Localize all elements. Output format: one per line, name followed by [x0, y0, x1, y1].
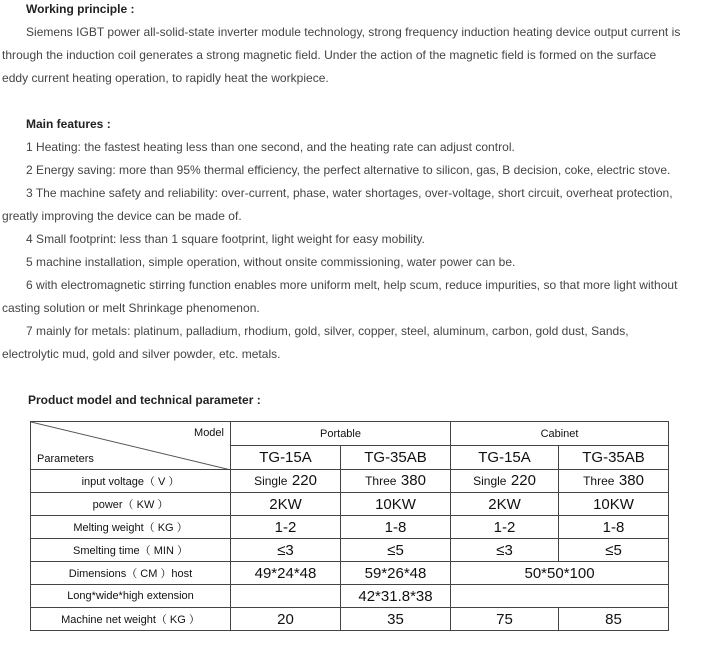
- cell-melting-3: 1-2: [451, 516, 559, 539]
- feature-item-1: 1 Heating: the fastest heating less than one second, and the heating rate can adjust control.: [26, 140, 515, 154]
- principle-line-3: eddy current heating operation, to rapidly heat the workpiece.: [2, 71, 329, 85]
- main-features-title: Main features :: [26, 117, 111, 131]
- voltage-value-4: 380: [618, 472, 644, 489]
- cell-extension-2: 42*31.8*38: [341, 585, 451, 608]
- table-row-power: [31, 493, 669, 516]
- table-row-dimensions: [31, 562, 669, 585]
- cell-weight-3: 75: [451, 608, 559, 631]
- voltage-value-2: 380: [400, 472, 426, 489]
- spec-table: [30, 421, 669, 631]
- feature-item-4: 4 Small footprint: less than 1 square footprint, light weight for easy mobility.: [26, 232, 425, 246]
- table-row-smelting-time: [31, 539, 669, 562]
- cell-dimensions-2: 59*26*48: [341, 562, 451, 585]
- table-row-net-weight: [31, 608, 669, 631]
- cell-weight-2: 35: [341, 608, 451, 631]
- cell-melting-1: 1-2: [231, 516, 341, 539]
- cell-voltage-3: [451, 470, 559, 493]
- row-label-extension: Long*wide*high extension: [31, 585, 231, 608]
- cell-power-2: 10KW: [341, 493, 451, 516]
- principle-line-1: Siemens IGBT power all-solid-state inverter module technology, strong frequency induction heating device output current is: [26, 25, 681, 39]
- principle-line-2: through the induction coil generates a strong magnetic field. Under the action of the magnetic field is formed on the surface: [2, 48, 657, 62]
- cell-voltage-1: [231, 470, 341, 493]
- cell-power-4: 10KW: [559, 493, 669, 516]
- product-parameter-title: Product model and technical parameter :: [28, 393, 261, 407]
- cell-extension-1: [231, 585, 341, 608]
- feature-item-3-cont: greatly improving the device can be made of.: [2, 209, 242, 223]
- cell-power-3: 2KW: [451, 493, 559, 516]
- row-label-input-voltage: input voltage（ V ）: [31, 470, 231, 493]
- cell-dimensions-cabinet: 50*50*100: [451, 562, 669, 585]
- row-label-dimensions: Dimensions（ CM ）host: [31, 562, 231, 585]
- cell-smelting-4: ≤5: [559, 539, 669, 562]
- voltage-value-1: 220: [291, 472, 317, 489]
- feature-item-5: 5 machine installation, simple operation, without onsite commissioning, water power can be.: [26, 255, 516, 269]
- feature-item-2: 2 Energy saving: more than 95% thermal efficiency, the perfect alternative to silicon, gas, B decision, coke, electric stove.: [26, 163, 671, 177]
- cell-smelting-1: ≤3: [231, 539, 341, 562]
- voltage-phase-3: Single: [473, 474, 507, 488]
- cell-weight-4: 85: [559, 608, 669, 631]
- cell-smelting-2: ≤5: [341, 539, 451, 562]
- feature-item-6: 6 with electromagnetic stirring function enables more uniform melt, help scum, reduce impurities, so that more light without: [26, 278, 678, 292]
- voltage-value-3: 220: [510, 472, 536, 489]
- group-cabinet-header: Cabinet: [451, 422, 669, 446]
- voltage-phase-2: Three: [365, 474, 397, 488]
- table-row-groups: [31, 422, 669, 446]
- row-label-net-weight: Machine net weight（ KG ）: [31, 608, 231, 631]
- cell-melting-4: 1-8: [559, 516, 669, 539]
- working-principle-title: Working principle :: [26, 2, 135, 16]
- cell-smelting-3: ≤3: [451, 539, 559, 562]
- model-cabinet-35ab: TG-35AB: [559, 446, 669, 470]
- cell-dimensions-1: 49*24*48: [231, 562, 341, 585]
- table-row-input-voltage: [31, 470, 669, 493]
- cell-power-1: 2KW: [231, 493, 341, 516]
- row-label-power: power（ KW ）: [31, 493, 231, 516]
- cell-voltage-4: [559, 470, 669, 493]
- corner-model-label: Model: [194, 427, 224, 439]
- voltage-phase-1: Single: [254, 474, 288, 488]
- cell-voltage-2: [341, 470, 451, 493]
- row-label-melting-weight: Melting weight（ KG ）: [31, 516, 231, 539]
- corner-header-cell: [31, 422, 231, 470]
- group-portable-header: Portable: [231, 422, 451, 446]
- model-portable-15a: TG-15A: [231, 446, 341, 470]
- feature-item-7: 7 mainly for metals: platinum, palladium, rhodium, gold, silver, copper, steel, aluminum, carbon, gold dust, Sands,: [26, 324, 629, 338]
- table-row-extension: [31, 585, 669, 608]
- model-portable-35ab: TG-35AB: [341, 446, 451, 470]
- cell-weight-1: 20: [231, 608, 341, 631]
- row-label-smelting-time: Smelting time（ MIN ）: [31, 539, 231, 562]
- corner-parameters-label: Parameters: [37, 453, 94, 465]
- cell-extension-empty: [451, 585, 669, 608]
- feature-item-3: 3 The machine safety and reliability: over-current, phase, water shortages, over-voltage, short circuit, overheat protection,: [26, 186, 673, 200]
- voltage-phase-4: Three: [583, 474, 615, 488]
- cell-melting-2: 1-8: [341, 516, 451, 539]
- table-row-melting-weight: [31, 516, 669, 539]
- model-cabinet-15a: TG-15A: [451, 446, 559, 470]
- feature-item-7-cont: electrolytic mud, gold and silver powder, etc. metals.: [2, 347, 281, 361]
- feature-item-6-cont: casting solution or melt Shrinkage phenomenon.: [2, 301, 260, 315]
